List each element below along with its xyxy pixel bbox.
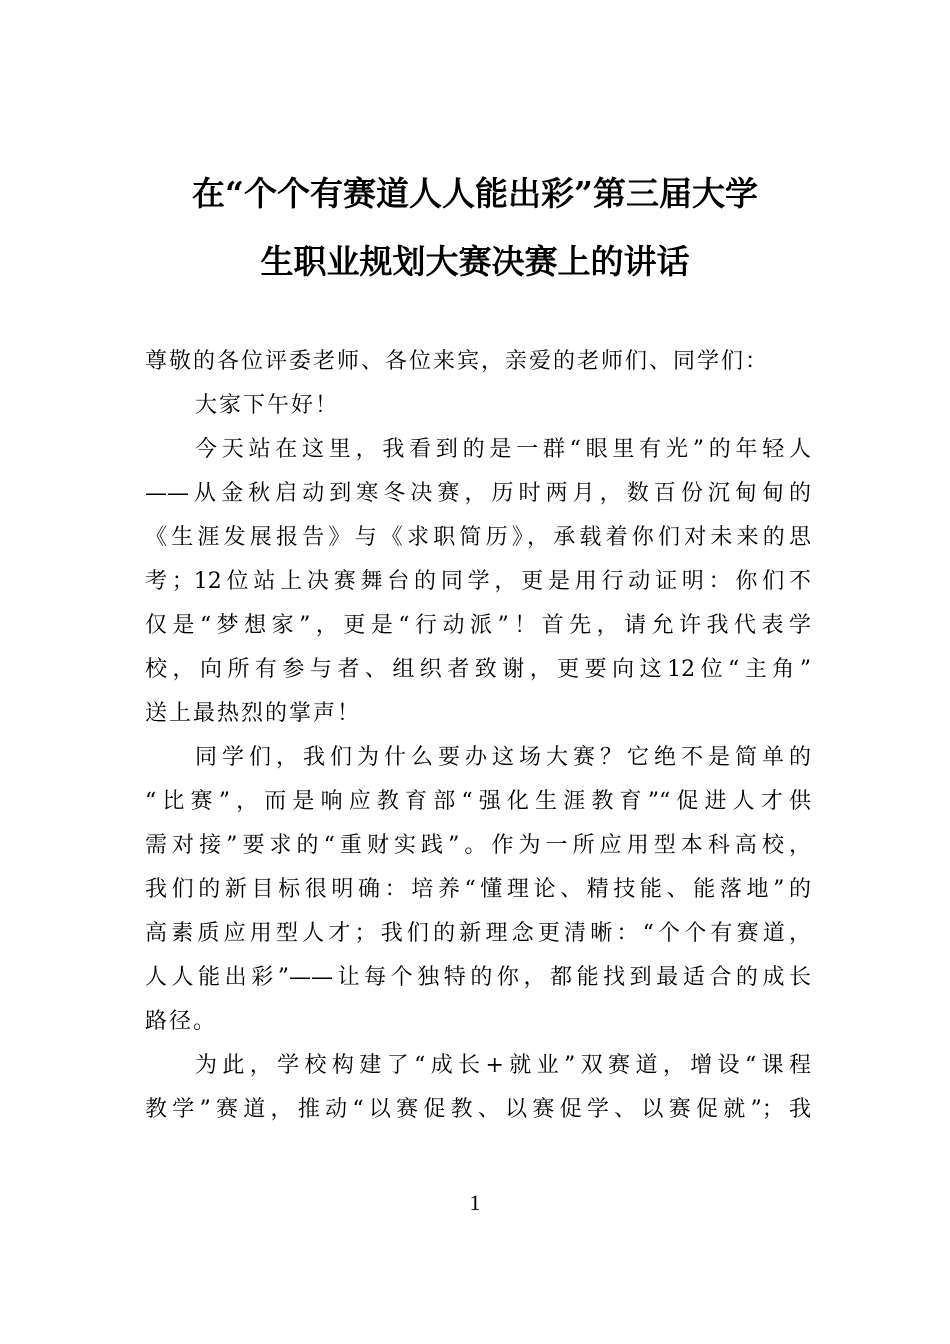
paragraph-line: 校，向所有参与者、组织者致谢，更要向这12位“主角” [145, 657, 811, 682]
title-line: 在“个个有赛道人人能出彩”第三届大学 [192, 174, 758, 213]
paragraph-line: 今天站在这里，我看到的是一群“眼里有光”的年轻人 [195, 437, 811, 462]
paragraph-line: 高素质应用型人才；我们的新理念更清晰：“个个有赛道， [145, 921, 811, 946]
page-number: 1 [469, 1190, 481, 1215]
paragraph-line: “比赛”，而是响应教育部“强化生涯教育”“促进人才供 [145, 789, 811, 814]
paragraph-line: 路径。 [145, 1009, 218, 1034]
paragraph-line: 仅是“梦想家”，更是“行动派”！首先，请允许我代表学 [145, 613, 811, 638]
paragraph-line: 人人能出彩”——让每个独特的你，都能找到最适合的成长 [145, 965, 811, 990]
paragraph-line: 教学”赛道，推动“以赛促教、以赛促学、以赛促就”；我 [145, 1097, 811, 1122]
paragraph-line: ——从金秋启动到寒冬决赛，历时两月，数百份沉甸甸的 [145, 481, 811, 506]
document-title [120, 160, 830, 296]
paragraph-line: 《生涯发展报告》与《求职简历》，承载着你们对未来的思 [145, 525, 811, 550]
paragraph-line: 我们的新目标很明确：培养“懂理论、精技能、能落地”的 [145, 877, 811, 902]
paragraph-line: 为此，学校构建了“成长+就业”双赛道，增设“课程 [195, 1053, 811, 1078]
paragraph-line: 同学们，我们为什么要办这场大赛？它绝不是简单的 [195, 745, 811, 770]
greeting: 大家下午好！ [195, 393, 340, 418]
paragraph-line: 送上最热烈的掌声！ [145, 701, 362, 726]
salutation: 尊敬的各位评委老师、各位来宾，亲爱的老师们、同学们： [145, 349, 770, 374]
title-line: 生职业规划大赛决赛上的讲话 [260, 242, 690, 281]
document-body [145, 340, 811, 1132]
paragraph-line: 考；12位站上决赛舞台的同学，更是用行动证明：你们不 [145, 569, 811, 594]
paragraph-line: 需对接”要求的“重财实践”。作为一所应用型本科高校， [145, 833, 811, 858]
